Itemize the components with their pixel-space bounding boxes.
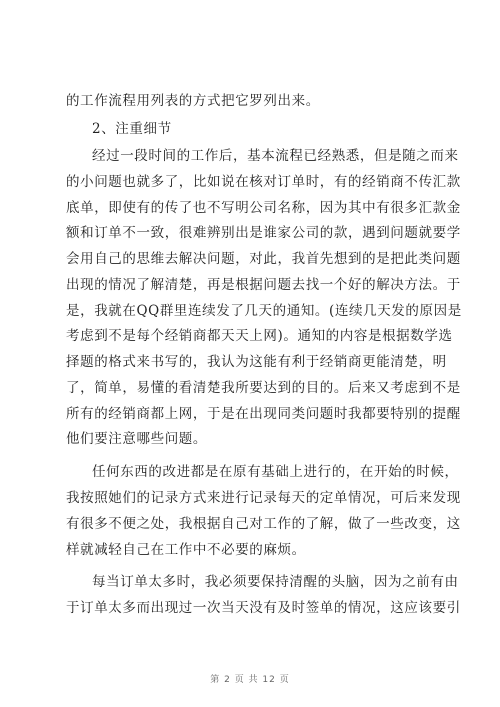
text-line: 所有的经销商都上网，于是在出现同类问题时我都要特别的提醒	[66, 406, 461, 422]
text-line: 我按照她们的记录方式来进行记录每天的定单情况，可后来发现	[66, 490, 461, 506]
text-line: 考虑到不是每个经销商都天天上网)。通知的内容是根据数学选	[66, 328, 453, 344]
text-line: 会用自己的思维去解决问题，对此，我首先想到的是把此类问题	[66, 251, 461, 267]
text-line: 的小问题也就多了，比如说在核对订单时，有的经销商不传汇款	[66, 174, 461, 190]
text-line: 额和订单不一致，很难辨别出是谁家公司的款，遇到问题就要学	[66, 225, 461, 241]
section-heading: 2、注重细节	[92, 121, 172, 137]
text-line: 每当订单太多时，我必须要保持清醒的头脑，因为之前有由	[92, 574, 459, 590]
text-line: 样就减轻自己在工作中不必要的麻烦。	[66, 542, 306, 558]
text-line: 于订单太多而出现过一次当天没有及时签单的情况，这应该要引	[66, 600, 461, 616]
text-line: 是，我就在QQ群里连续发了几天的通知。(连续几天发的原因是	[66, 303, 462, 319]
text-line: 底单，即使有的传了也不写明公司名称，因为其中有很多汇款金	[66, 200, 461, 216]
text-line: 他们要注意哪些问题。	[66, 431, 207, 447]
text-line: 出现的情况了解清楚，再是根据问题去找一个好的解决方法。于	[66, 277, 461, 293]
text-line: 的工作流程用列表的方式把它罗列出来。	[66, 93, 320, 109]
text-line: 经过一段时间的工作后，基本流程已经熟悉，但是随之而来	[92, 148, 459, 164]
text-line: 有很多不便之处，我根据自己对工作的了解，做了一些改变，这	[66, 516, 461, 532]
text-line: 择题的格式来书写的，我认为这能有利于经销商更能清楚，明	[66, 354, 447, 370]
text-line: 了，简单，易懂的看清楚我所要达到的目的。后来又考虑到不是	[66, 380, 461, 396]
text-line: 任何东西的改进都是在原有基础上进行的，在开始的时候，	[92, 464, 459, 480]
page-footer: 第 2 页 共 12 页	[210, 675, 290, 685]
